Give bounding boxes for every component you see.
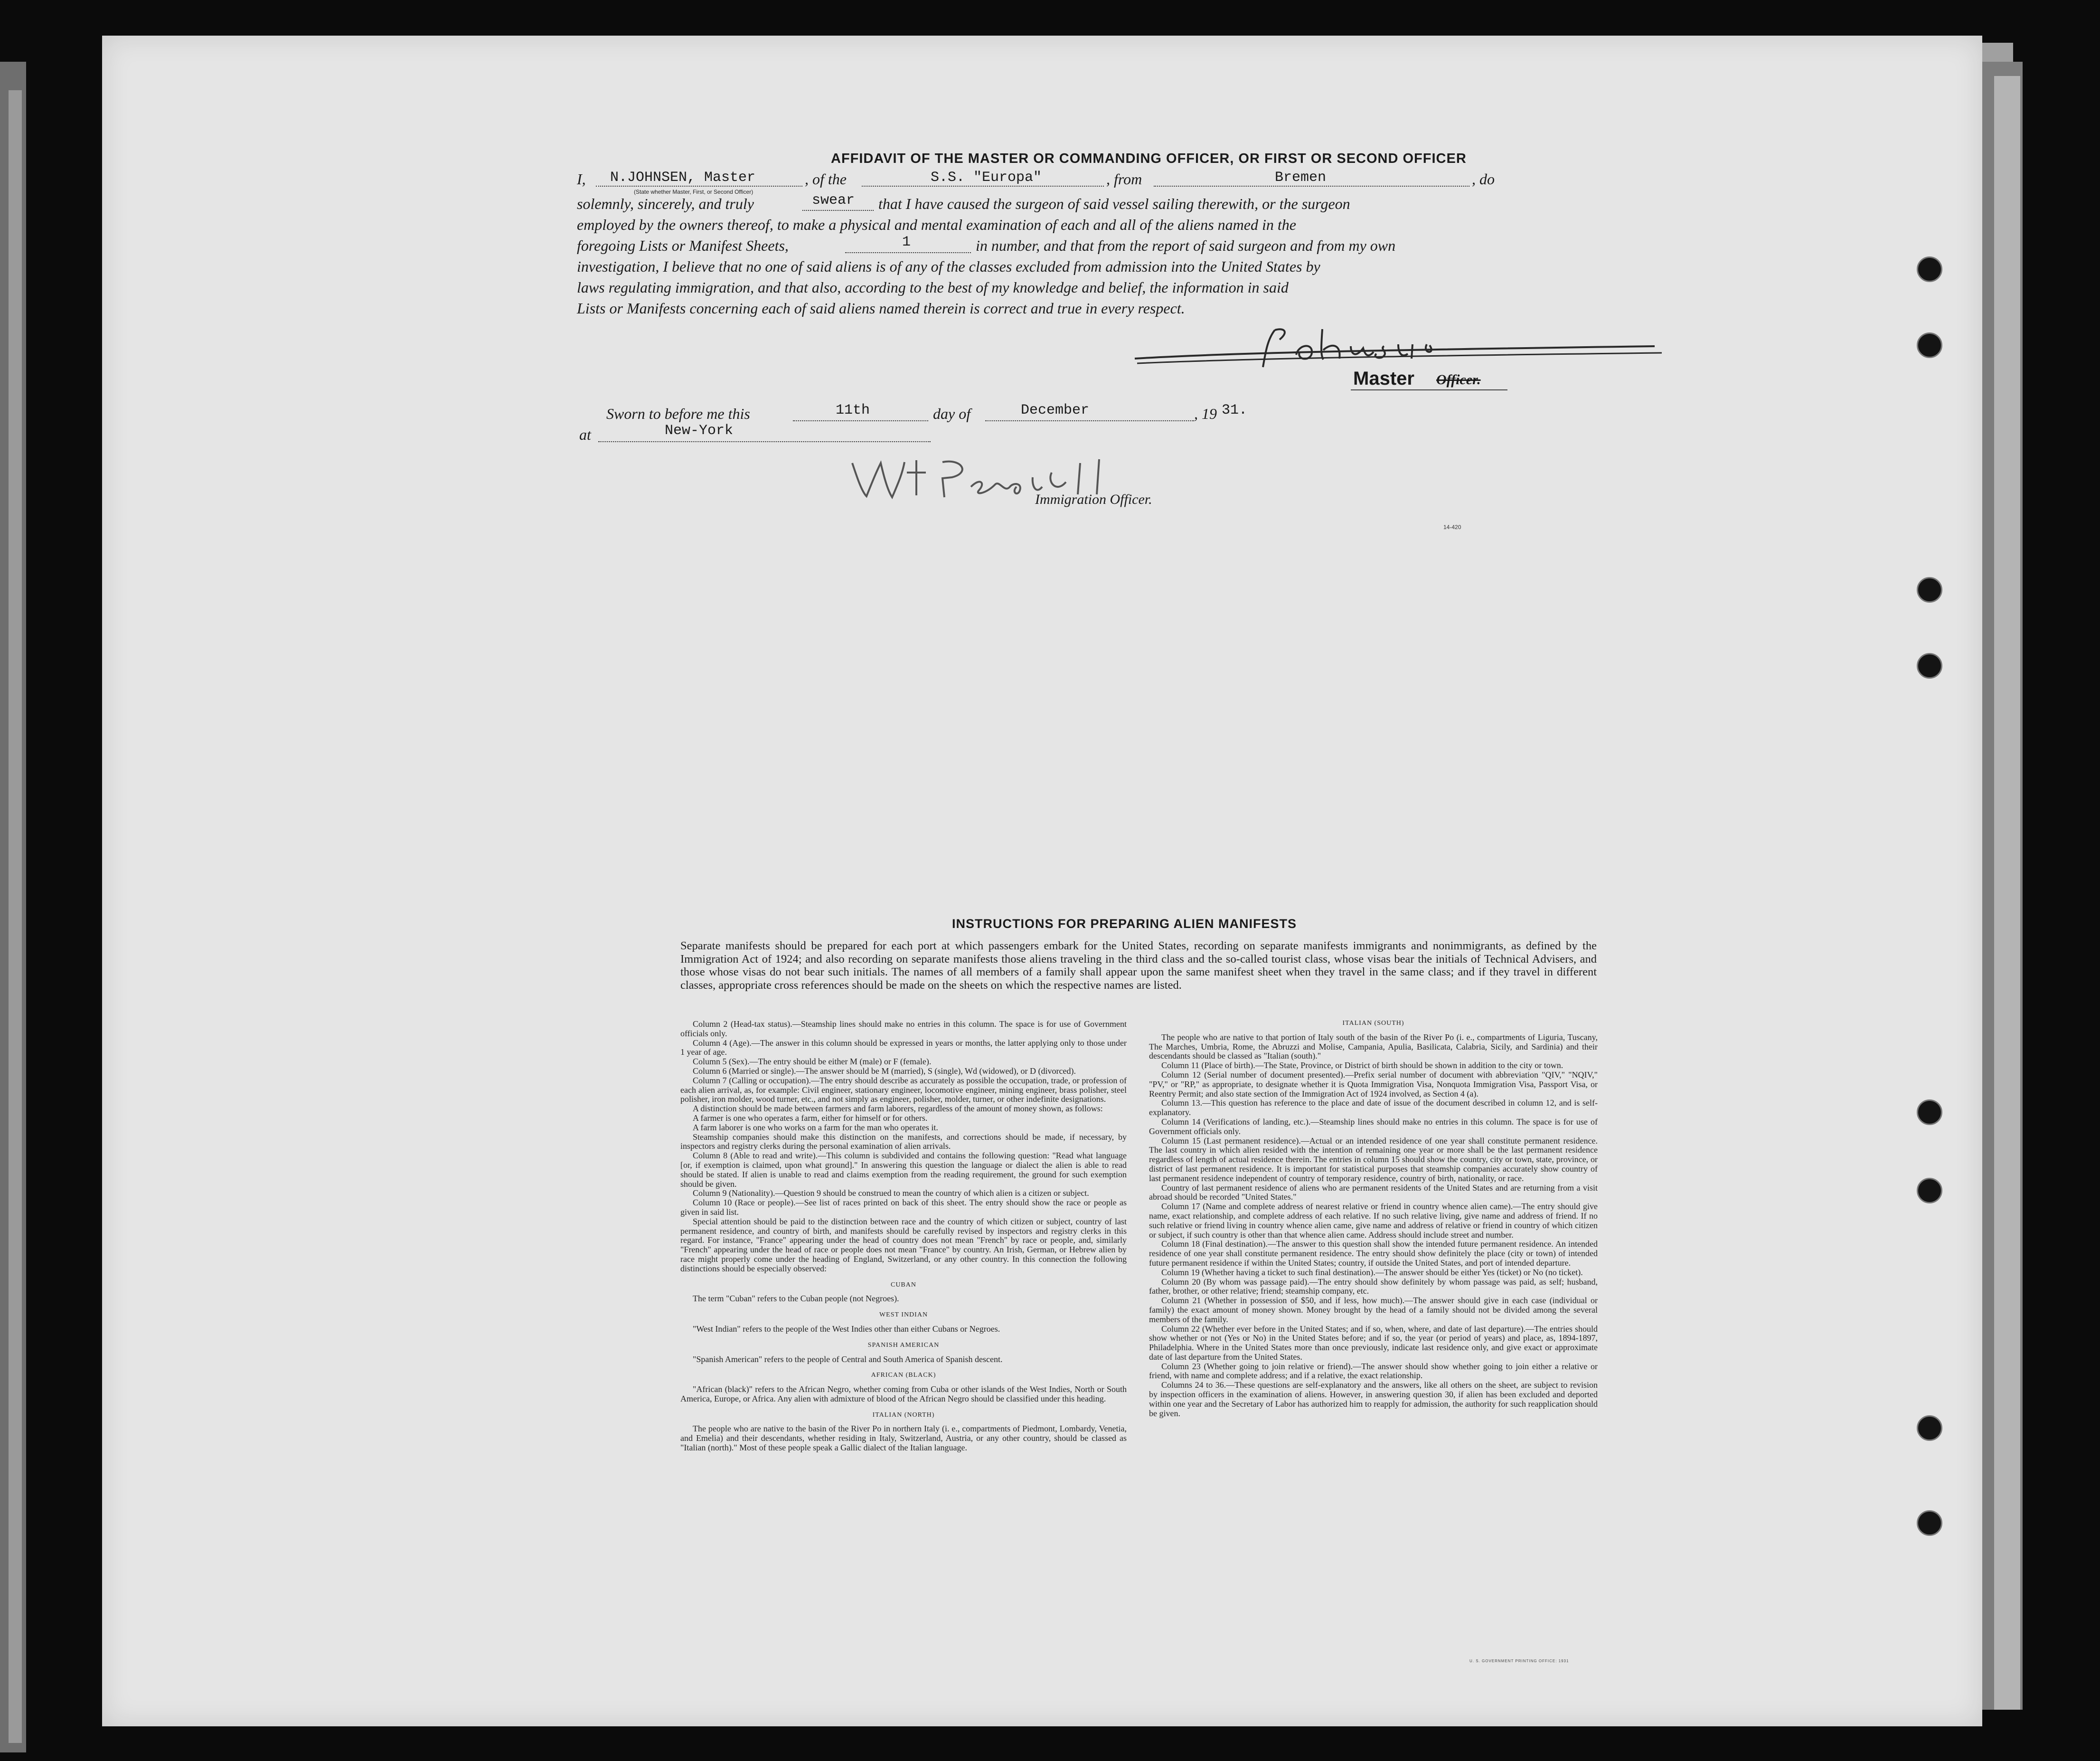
instruction-paragraph: Column 11 (Place of birth).—The State, Province, or District of birth should be shown in addition to the city or town. — [1161, 1060, 1563, 1070]
punch-hole — [1917, 1415, 1942, 1441]
instruction-paragraph: Column 8 (Able to read and write).—This column is subdivided and contains the following question: "Read what language [or, if exemption is claimed, upon what ground]." In answering this question the language or dialect the alien is able to read should be stated. If alien is unable to read and claims exemption from the reading requirement, the ground for such exemption should be given. — [680, 1151, 1127, 1189]
year-prefix: , 19 — [1194, 405, 1217, 422]
instruction-paragraph: Column 4 (Age).—The answer in this column should be expressed in years or months, the latter applying only to those under 1 year of age. — [680, 1038, 1127, 1057]
affidavit-line-4a: foregoing Lists or Manifest Sheets, — [577, 237, 789, 254]
punch-hole — [1917, 577, 1942, 603]
signature-title-officer-struck: Officer. — [1436, 372, 1481, 388]
day-underline — [793, 420, 928, 421]
month-underline — [985, 420, 1194, 421]
punch-hole — [1917, 1178, 1942, 1203]
section-heading: CUBAN — [890, 1281, 916, 1288]
instruction-paragraph: A farmer is one who operates a farm, either for himself or for others. — [693, 1113, 928, 1123]
signature-title-master: Master — [1353, 368, 1414, 389]
instruction-paragraph: Column 9 (Nationality).—Question 9 should be construed to mean the country of which alien is a citizen or subject. — [693, 1188, 1089, 1198]
vessel-underline — [862, 186, 1104, 187]
vessel-name-field: S.S. "Europa" — [931, 170, 1042, 186]
instruction-paragraph: Column 18 (Final destination).—The answer to this question shall show the intended future permanent residence. An intended residence of one year shall constitute permanent residence. The entry should show definitely the place (city or town) of intended future permanent residence if within the United States; country, if outside the United States, and port of intended departure. — [1149, 1239, 1598, 1268]
departure-port-field: Bremen — [1275, 170, 1327, 186]
affidavit-line-6: laws regulating immigration, and that also, according to the best of my knowledge and belief, the information in said — [577, 279, 1289, 296]
signature-underline — [1351, 389, 1507, 390]
underlying-sheet-3 — [1994, 76, 2020, 1710]
affidavit-line-5: investigation, I believe that no one of said aliens is of any of the classes excluded from admission into the United States by — [577, 258, 1320, 275]
punch-hole — [1917, 332, 1942, 358]
name-underline — [596, 186, 802, 187]
manifest-sheet — [102, 36, 1982, 1726]
instruction-paragraph: Column 21 (Whether in possession of $50, and if less, how much).—The answer should give in each case (individual or family) the exact amount of money shown. Money brought by the head of a family should not be divided among the several members of the family. — [1149, 1296, 1598, 1324]
instructions-title: INSTRUCTIONS FOR PREPARING ALIEN MANIFESTS — [952, 917, 1297, 931]
sworn-place-field: New-York — [665, 423, 734, 439]
instruction-paragraph: Column 13.—This question has reference to the place and date of issue of the document described in column 12, and is self-explanatory. — [1149, 1098, 1598, 1117]
sworn-label: Sworn to before me this — [606, 405, 750, 422]
section-heading: ITALIAN (NORTH) — [872, 1411, 935, 1419]
section-heading: WEST INDIAN — [879, 1311, 928, 1319]
day-of-label: day of — [933, 405, 971, 422]
affidavit-line-7: Lists or Manifests concerning each of said aliens named therein is correct and true in every respect. — [577, 300, 1185, 317]
at-label: at — [579, 426, 591, 443]
place-underline — [598, 441, 931, 442]
affidavit-line-2b: that I have caused the surgeon of said vessel sailing therewith, or the surgeon — [878, 195, 1350, 212]
instruction-paragraph: Column 17 (Name and complete address of nearest relative or friend in country whence alien came).—The entry should give name, exact relationship, and complete address of each relative. If no such relative living, give name and address of friend. If no such relative or friend living in country whence alien came, give name and address of relative or friend in country of which citizen or subject, if such country is other than that whence alien came. Address should include street and number. — [1149, 1202, 1598, 1240]
section-heading: ITALIAN (SOUTH) — [1342, 1020, 1404, 1027]
instruction-paragraph: Column 7 (Calling or occupation).—The entry should describe as accurately as possible the occupation, trade, or profession of each alien arrival, as, for example: Civil engineer, stationary engineer, locomotive engineer, mining engineer, brass polisher, steel polisher, iron molder, wood turner, etc., and not simply as engineer, polisher, molder, turner, or other indefinite designations. — [680, 1075, 1127, 1104]
punch-hole — [1917, 256, 1942, 282]
sheet-count-field: 1 — [902, 234, 911, 250]
of-the-label: , of the — [805, 170, 847, 188]
instruction-paragraph: Column 14 (Verifications of landing, etc.).—Steamship lines should make no entries in this column. The space is for use of Government officials only. — [1149, 1117, 1598, 1136]
section-text: The people who are native to the basin of the River Po in northern Italy (i. e., compartments of Piedmont, Lombardy, Venetia, and Emelia) and their descendants, whether residing in Italy, Switzerland, Austria, or any other country, should be classed as "Italian (north)." Most of these people speak a Gallic dialect of the Italian language. — [680, 1424, 1127, 1453]
printer-mark: U. S. GOVERNMENT PRINTING OFFICE: 1931 — [1469, 1659, 1569, 1663]
immigration-officer-label: Immigration Officer. — [1035, 492, 1152, 507]
affidavit-line-3: employed by the owners thereof, to make a physical and mental examination of each and all of the aliens named in the — [577, 216, 1296, 233]
instructions-right-column — [1149, 1019, 1598, 1418]
section-text: The term "Cuban" refers to the Cuban people (not Negroes). — [693, 1294, 899, 1304]
instruction-paragraph: Steamship companies should make this distinction on the manifests, and corrections should be made, if necessary, by inspectors and registry clerks during the personal examination of alien arrivals. — [680, 1132, 1127, 1151]
sworn-year-field: 31. — [1222, 402, 1248, 418]
punch-hole — [1917, 1510, 1942, 1536]
instructions-left-column — [680, 1020, 1127, 1453]
sworn-month-field: December — [1021, 402, 1090, 418]
oath-field: swear — [812, 192, 855, 208]
instruction-paragraph: The people who are native to that portion of Italy south of the basin of the River Po (i. e., compartments of Liguria, Tuscany, The Marches, Umbria, Rome, the Abruzzi and Molise, Campania, Apulia, Basilicata, Calabria, Sicily, and Sardinia) and their descendants should be classed as "Italian (south)." — [1149, 1032, 1598, 1061]
affidavit-title: AFFIDAVIT OF THE MASTER OR COMMANDING OFFICER, OR FIRST OR SECOND OFFICER — [831, 151, 1467, 166]
instruction-paragraph: Columns 24 to 36.—These questions are self-explanatory and the answers, like all others on the sheet, are subject to revision by inspection officers in the examination of aliens. However, in answering question 30, if alien has been excluded and deported within one year and the Secretary of Labor has authorized him to reapply for admission, the authority for such reapplication should be given. — [1149, 1380, 1598, 1418]
adjacent-page-edge-inner — [9, 90, 22, 1743]
instruction-paragraph: Column 15 (Last permanent residence).—Actual or an intended residence of one year shall constitute permanent residence. The last country in which alien resided with the intention of remaining one year or more shall be the last permanent residence regardless of length of actual residence therein. The entries in column 15 should show the country, city or town, state, province, or district of last permanent residence. It is important for statistical purposes that steamship companies accurately show country of last permanent residence independent of country of temporary residence, country of birth, nationality, or race. — [1149, 1136, 1598, 1183]
instruction-paragraph: Column 19 (Whether having a ticket to such final destination).—The answer should be either Yes (ticket) or No (no ticket). — [1161, 1267, 1583, 1277]
instruction-paragraph: A farm laborer is one who works on a farm for the man who operates it. — [693, 1122, 938, 1132]
section-text: "Spanish American" refers to the people of Central and South America of Spanish descent. — [693, 1354, 1003, 1364]
officer-caption: (State whether Master, First, or Second Officer) — [634, 189, 753, 195]
instruction-paragraph: Column 10 (Race or people).—See list of races printed on back of this sheet. The entry should show the race or people as given in said list. — [680, 1198, 1127, 1217]
count-underline — [845, 252, 971, 253]
do-label: , do — [1472, 170, 1495, 188]
instruction-paragraph: Column 23 (Whether going to join relative or friend).—The answer should show whether going to join either a relative or friend, with name and complete address; and if a relative, the exact relationship. — [1149, 1361, 1598, 1381]
section-text: "West Indian" refers to the people of the West Indies other than either Cubans or Negroes. — [693, 1324, 1000, 1334]
section-heading: AFRICAN (BLACK) — [871, 1372, 936, 1379]
from-label: , from — [1106, 170, 1142, 188]
punch-hole — [1917, 1099, 1942, 1125]
instructions-intro: Separate manifests should be prepared for each port at which passengers embark for the United States, recording on separate manifests immigrants and nonimmigrants, as defined by the Immigration Act of 1924; and also recording on separate manifests those aliens traveling in the third class and the so-called tourist class, whose visas bear the initials of Technical Advisers, and those whose visas do not bear such initials. The names of all members of a family shall appear upon the same manifest sheet when they travel in the same class; and if they travel in different classes, appropriate cross references should be made on the sheets on which the respective names are listed. — [680, 939, 1597, 992]
section-heading: SPANISH AMERICAN — [867, 1341, 940, 1349]
instruction-paragraph: Column 2 (Head-tax status).—Steamship lines should make no entries in this column. The space is for use of Government officials only. — [680, 1019, 1127, 1038]
instruction-paragraph: Column 12 (Serial number of document presented).—Prefix serial number of document with abbreviation "QIV," "NQIV," "PV," or "RP," as appropriate, to designate whether it is Quota Immigration Visa, Nonquota Immigration Visa, Passport Visa, or Reentry Permit; and also state section of the Immigration Act of 1924 involved, as Section 4 (a). — [1149, 1070, 1598, 1098]
instruction-paragraph: Column 6 (Married or single).—The answer should be M (married), S (single), Wd (widowed), or D (divorced). — [693, 1066, 1076, 1076]
form-number: 14-420 — [1443, 524, 1461, 530]
instruction-paragraph: Country of last permanent residence of aliens who are permanent residents of the United States and are returning from a visit abroad should be recorded "United States." — [1149, 1183, 1598, 1202]
oath-underline — [802, 210, 874, 211]
section-text: "African (black)" refers to the African Negro, whether coming from Cuba or other islands of the West Indies, North or South America, Europe, or Africa. Any alien with admixture of blood of the African Negro should be classified under this heading. — [680, 1384, 1127, 1403]
affidavit-i: I, — [577, 170, 586, 188]
master-name-field: N.JOHNSEN, Master — [610, 170, 756, 186]
affidavit-line-2a: solemnly, sincerely, and truly — [577, 195, 754, 212]
sworn-day-field: 11th — [836, 402, 870, 418]
affidavit-line-4b: in number, and that from the report of said surgeon and from my own — [976, 237, 1396, 254]
instruction-paragraph: Column 20 (By whom was passage paid).—The entry should show definitely by whom passage was paid, as self; husband, father, brother, or other relative; friend; steamship company, etc. — [1149, 1277, 1598, 1296]
instruction-paragraph: Special attention should be paid to the distinction between race and the country of which citizen or subject, country of last permanent residence, and country of birth, and manifests should be carefully revised by inspectors and registry clerks in this regard. For instance, "France" appearing under the head of country does not mean "French" by race or people, and, similarly "French" appearing under the head of race or people does not mean "France" by country. An Irish, German, or Hebrew alien by race might properly come under the heading of England, Switzerland, or any other country. In this connection the following distinctions should be especially observed: — [680, 1216, 1127, 1273]
instruction-paragraph: Column 5 (Sex).—The entry should be either M (male) or F (female). — [693, 1057, 932, 1067]
punch-hole — [1917, 653, 1942, 679]
port-underline — [1154, 186, 1469, 187]
instruction-paragraph: Column 22 (Whether ever before in the United States; and if so, when, where, and date of last departure).—The entries should show whether or not (Yes or No) in the United States before; and if so, the year (or period of years) and place, as, 1894-1897, Philadelphia. Where in the United States more than once previously, indicate last residence only, and give exact or approximate date of last departure from the United States. — [1149, 1324, 1598, 1362]
instruction-paragraph: A distinction should be made between farmers and farm laborers, regardless of the amount of money shown, as follows: — [693, 1104, 1103, 1114]
